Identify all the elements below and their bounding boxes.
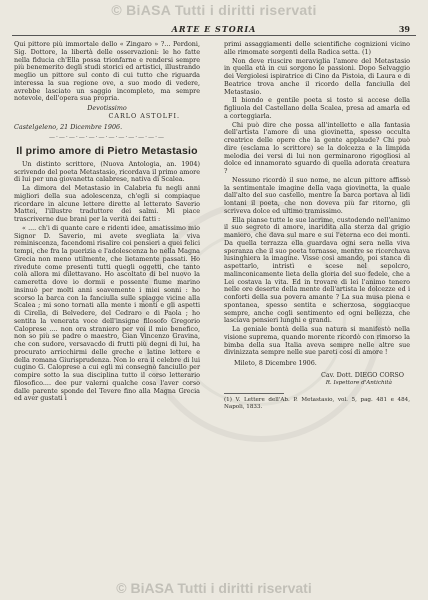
article-paragraph: primi assaggiamenti delle scientifiche cognizioni vicino alle rimomate sorgenti della Radica setta. (1) xyxy=(224,40,410,56)
article-paragraph: La geniale bontà della sua natura si manifestò nella visione suprema, quando morente ricordò con rimorso la bimba della sua Italia aveva sempre nelle altre sue divinizzata sempre nelle sue pareti cosí di amore ! xyxy=(224,325,410,357)
article-paragraph: Nessuno ricordò il suo nome, ne alcun pittore affissò la sentimentale imagine della vaga giovinetta, la quale dall'alto del suo castello, mentre la barca portava al lidi lontani il poeta, che non doveva più far ritorno, gli scriveva dolce ed ultimo tramissimo. xyxy=(224,175,410,215)
right-column xyxy=(224,41,410,411)
page-header xyxy=(12,22,416,36)
watermark-bottom: © BiASA Tutti i diritti riservati xyxy=(116,580,312,596)
section-divider: —·—·—·—·—·—·—·—·—·—·—·— xyxy=(49,134,165,142)
article-paragraph: Il biondo e gentile poeta si tosto si accese della figliuola del Castellano della Scalea, presa ad amarla ed a corteggiarla. xyxy=(224,96,410,120)
left-column xyxy=(14,41,200,404)
running-title: ARTE E STORIA xyxy=(171,24,257,34)
author-role: R. Ispettore d'Antichità xyxy=(325,379,392,386)
sign-off: Devotissimo xyxy=(87,104,127,112)
article-title: Il primo amore di Pietro Metastasio xyxy=(16,145,198,157)
watermark-top: © BiASA Tutti i diritti riservati xyxy=(111,2,317,18)
article-paragraph: Ella pianse tutte le sue lacrime, custodendo nell'animo il suo segreto di amore, inaridita alla sterza dal grigio maniero, che dava sul mare e sui l'eterna eco dei monti. Da quella terrazza ella guardava ogni sera nella viva speranza che il suo poeta tornasse, mentre se ricerchava lusinghiera la imagine. Visse così amando, poi stanca di aspettarlo, intristì e scese nel sepolcro, malinconicamente lieta della gloria del suo fedele, che a Lei costava la vita. Ed in trovare di lei l'animo tenero nelle ore deserte della mente dell'artista le dolcezze ed i conforti della sua povera amante ? La sua musa piena e spontanea, spesso sentita e scherzosa, soggiacque sempre, anche cogli sentimento ed ogni bellezza, che lasciava pensieri lunghi e grandi. xyxy=(224,215,410,325)
article-author: Cav. Dott. DIEGO CORSO xyxy=(320,370,404,379)
header-rule xyxy=(12,35,416,36)
footnote: (1) V. Lettere dell'Ab. P. Metastasio, vol. 5, pag. 481 e 484, Napoli, 1833. xyxy=(224,397,410,411)
footnote-rule xyxy=(224,393,284,394)
page-number: 39 xyxy=(398,24,410,34)
article-paragraph: Un distinto scrittore, (Nuova Antologia, an. 1904) scrivendo del poeta Metastasio, ricordava il primo amore di lui per una giovanetta calabrese, nativa di Scalea. xyxy=(14,159,200,184)
intro-paragraph: Qui pittore più immortale dello « Zingaro » ?... Perdoni, Sig. Dottore, la libertà delle osservazioni: le ho fatte nella fiducia ch'Ella possa trionfarne e rendersi sempre più benemerito degli studi storici ed artistici, illustrando meglio un pittore sul conto di cui tutto che riguarda interessa la sua regione ove, a suo modo di vedere, avrebbe lasciato un saggio incompleto, ma sempre notevole, dell'opera sua propria. xyxy=(14,40,200,103)
place-date: Castelgeleno, 21 Dicembre 1906. xyxy=(14,122,123,131)
article-date: Mileto, 8 Dicembre 1906. xyxy=(234,359,317,367)
article-paragraph: Chi può dire che possa all'intelletto e alla fantasia dell'artista l'amore di una giovinetta, spesso occulta creatrice delle opere che la gente applaude? Chi può dire (esclama lo scrittore) se la dolcezza e la limpida melodia dei versi di lui non germinarono rigogliosi al dolce ed innamorato sguardo di quella adorata creatura ? xyxy=(224,120,410,175)
article-paragraph: Non deve riuscire meraviglia l'amore del Metastasio in quella età in cui sorgono le passioni. Dopo Selvaggio dei Vergiolesi ispiratrice di Cino da Pistoia, di Laura e di Beatrice trova anche il ricordo della fanciulla del Metastasio. xyxy=(224,56,410,96)
letter-signature: CARLO ASTOLFI. xyxy=(108,111,180,120)
article-paragraph: La dimora del Metastasio in Calabria fu negli anni migliori della sua adolescenza, ch'egli si compiaque ricordare in alcune lettere dirette al letterato Saverio Mattei, l'illustre traduttore dei salmi. Mi piace trascriverne due brani per la verità dei fatti : xyxy=(14,184,200,223)
article-paragraph: « .... ch'i di quante care e ridenti idee, amatissimo mio Signor D. Saverio, mi avete svegliata la viva reminiscenza, facendomi risalire coi pensieri a quei felici tempi, che fra la puerizia e l'adolescenza ho nella Magna Grecia non meno utilmente, che lietamente passati. Ho rivedute come presenti tutti quegli oggetti, che tanto colà allora mi dilettavano. Ho ascoltato di bel nuovo la cameretta dove io dormii e possente fiume marino insinuò per molti anni soavemente i miei sonni : ho scorso la barca con la fanciulla sulle spiagge vicine alla Scalea ; mi sono tornati alla mente i monti e gli aspetti di Cirella, di Belvedere, del Cedraro e di Paola ; ho sentita la venerata voce dell'insigne filosofo Gregorio Caloprese .... non ora straniero per voi il mio benefico, non so più se padre o maestro, Gian Vincenzo Gravina, che con sudore, versavacdo di frutti più degni di lui, ha procurato arricchirmi delle greche e latine lettere e della romana Giurisprudenza. Non lo era il celebre di lui cugino G. Caloprese a cui egli mi consegnò fanciullo per compire sotto la sua disciplina tutto il corso letterario filosofico.... dee pur valerni qualche cosa l'aver corso dalle parente sponde del Tevere fino alla Magna Grecia ed aver gustati i xyxy=(14,223,200,403)
